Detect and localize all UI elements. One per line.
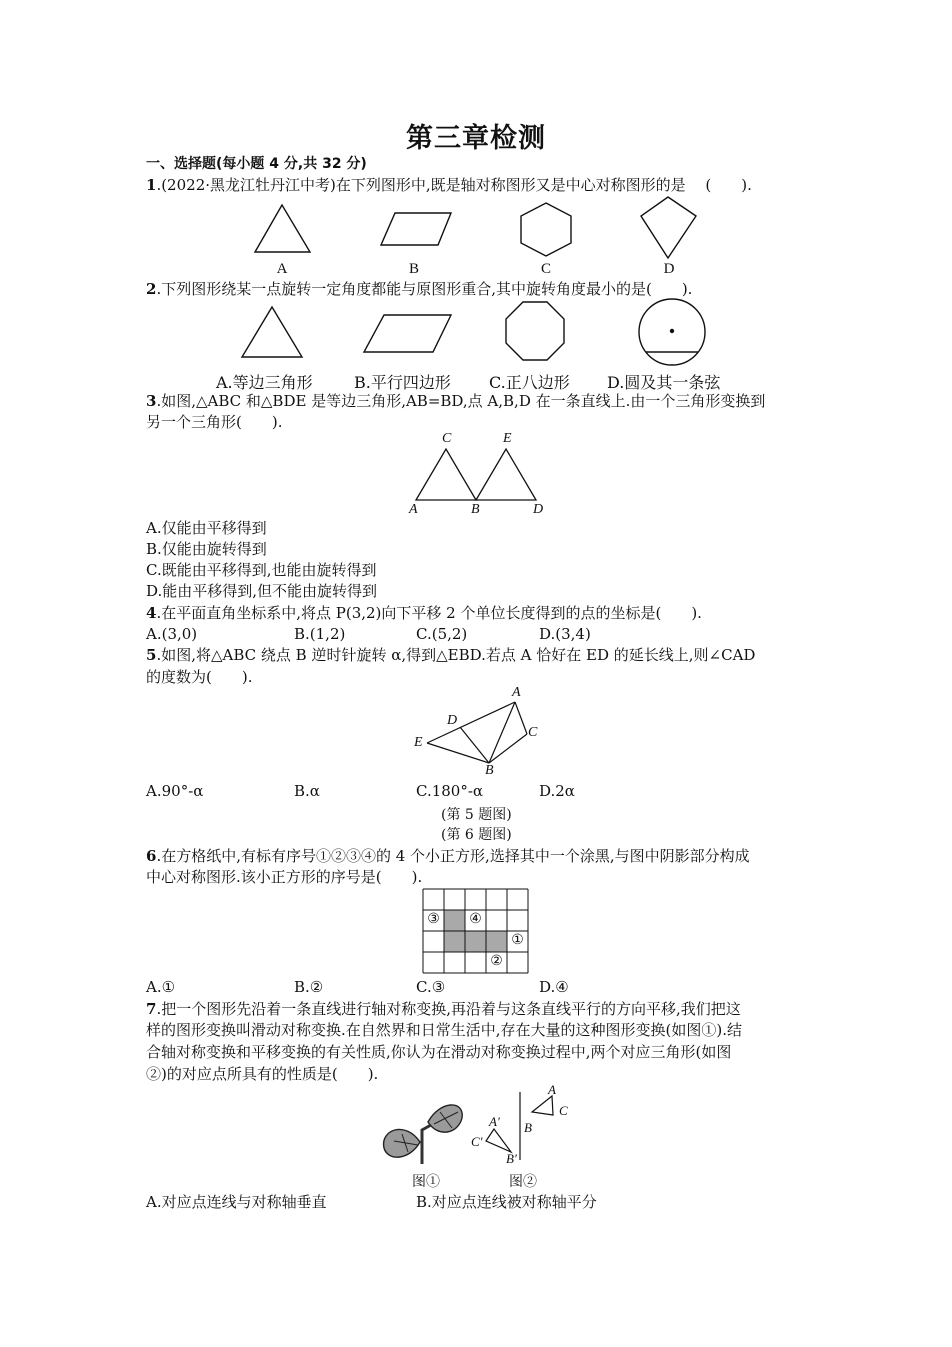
point-label-b: B	[471, 502, 480, 517]
option-a: A.对应点连线与对称轴垂直	[146, 1193, 327, 1211]
point-label-e: E	[414, 735, 423, 750]
section-heading: 一、选择题(每小题 4 分,共 32 分)	[146, 156, 367, 172]
question-number: 1	[146, 176, 157, 194]
question-number: 6	[146, 847, 157, 865]
question-5-line-2: 的度数为( ).	[146, 668, 253, 686]
option-d: D.④	[539, 978, 569, 996]
question-number: 3	[146, 392, 157, 410]
question-number: 2	[146, 280, 157, 298]
point-label-b: B	[524, 1120, 532, 1135]
question-number: 5	[146, 646, 157, 664]
option-c: C.(5,2)	[416, 625, 468, 643]
grid-mark-4: ④	[469, 911, 482, 927]
point-label-c: C	[442, 431, 452, 446]
question-7-line-3: 合轴对称变换和平移变换的有关性质,你认为在滑动对称变换过程中,两个对应三角形(如图	[146, 1043, 732, 1061]
option-b: B.对应点连线被对称轴平分	[416, 1193, 597, 1211]
option-a: A.(3,0)	[146, 625, 198, 643]
point-label-c-prime: C′	[471, 1134, 483, 1149]
figure-2-caption: 图②	[509, 1174, 537, 1190]
option-a: A.仅能由平移得到	[146, 519, 267, 537]
point-label-d: D	[447, 713, 458, 728]
option-a: A.等边三角形	[216, 373, 313, 392]
point-label-a: A	[512, 685, 521, 700]
question-text: .把一个图形先沿着一条直线进行轴对称变换,再沿着与这条直线平行的方向平移,我们把这	[156, 1000, 741, 1018]
question-6-line-2: 中心对称图形.该小正方形的序号是( ).	[146, 868, 423, 886]
figure-1-caption: 图①	[412, 1174, 440, 1190]
option-b: B.(1,2)	[294, 625, 346, 643]
option-c: C.正八边形	[489, 373, 570, 392]
page-title: 第三章检测	[406, 123, 546, 154]
option-d: D.圆及其一条弦	[607, 373, 721, 392]
question-text: .在平面直角坐标系中,将点 P(3,2)向下平移 2 个单位长度得到的点的坐标是( ).	[156, 604, 702, 622]
option-b: B.仅能由旋转得到	[146, 540, 267, 558]
option-label-a: A	[276, 261, 288, 277]
point-label-a-prime: A′	[489, 1114, 500, 1129]
option-label-d: D	[663, 261, 675, 277]
option-c: C.③	[416, 978, 446, 996]
option-c: C.180°-α	[416, 782, 484, 800]
leaf-left	[384, 1129, 420, 1157]
question-3-line-2: 另一个三角形( ).	[146, 413, 283, 431]
option-a: A.90°-α	[146, 782, 204, 800]
question-number: 7	[146, 1000, 157, 1018]
grid-mark-1: ①	[511, 932, 524, 948]
triangle-a-prime-b-prime-c-prime	[486, 1129, 511, 1152]
option-c: C.既能由平移得到,也能由旋转得到	[146, 561, 377, 579]
question-text: .如图,将△ABC 绕点 B 逆时针旋转 α,得到△EBD.若点 A 恰好在 ED 的延长线上,则∠CAD	[156, 646, 756, 664]
option-d: D.能由平移得到,但不能由旋转得到	[146, 582, 378, 600]
figure-caption: (第 6 题图)	[441, 827, 512, 843]
point-label-e: E	[503, 431, 512, 446]
option-label-c: C	[540, 261, 551, 277]
option-b: B.平行四边形	[354, 373, 451, 392]
point-label-b-prime: B′	[506, 1151, 517, 1166]
question-text: .如图,△ABC 和△BDE 是等边三角形,AB=BD,点 A,B,D 在一条直线上.由一个三角形变换到	[156, 392, 766, 410]
grid-mark-2: ②	[490, 953, 503, 969]
option-label-b: B	[408, 261, 419, 277]
option-b: B.α	[294, 782, 320, 800]
option-d: D.(3,4)	[539, 625, 591, 643]
option-d: D.2α	[539, 782, 575, 800]
triangle-abc	[532, 1096, 553, 1115]
question-text: .在方格纸中,有标有序号①②③④的 4 个小正方形,选择其中一个涂黑,与图中阴影部分构成	[156, 847, 750, 865]
question-text: .(2022·黑龙江牡丹江中考)在下列图形中,既是轴对称图形又是中心对称图形的是 ( ).	[156, 176, 752, 194]
question-text: .下列图形绕某一点旋转一定角度都能与原图形重合,其中旋转角度最小的是( ).	[156, 280, 693, 298]
grid-mark-3: ③	[427, 911, 440, 927]
point-label-d: D	[533, 502, 544, 517]
point-label-c: C	[559, 1103, 568, 1118]
question-7-line-2: 样的图形变换叫滑动对称变换.在自然界和日常生活中,存在大量的这种图形变换(如图①).结	[146, 1021, 743, 1039]
point-label-c: C	[528, 725, 538, 740]
option-b: B.②	[294, 978, 324, 996]
question-number: 4	[146, 604, 157, 622]
point-label-a: A	[548, 1082, 556, 1097]
option-a: A.①	[146, 978, 176, 996]
point-label-b: B	[485, 763, 494, 778]
question-7-line-4: ②)的对应点所具有的性质是( ).	[146, 1065, 379, 1083]
figure-caption: (第 5 题图)	[441, 807, 512, 823]
point-label-a: A	[409, 502, 418, 517]
